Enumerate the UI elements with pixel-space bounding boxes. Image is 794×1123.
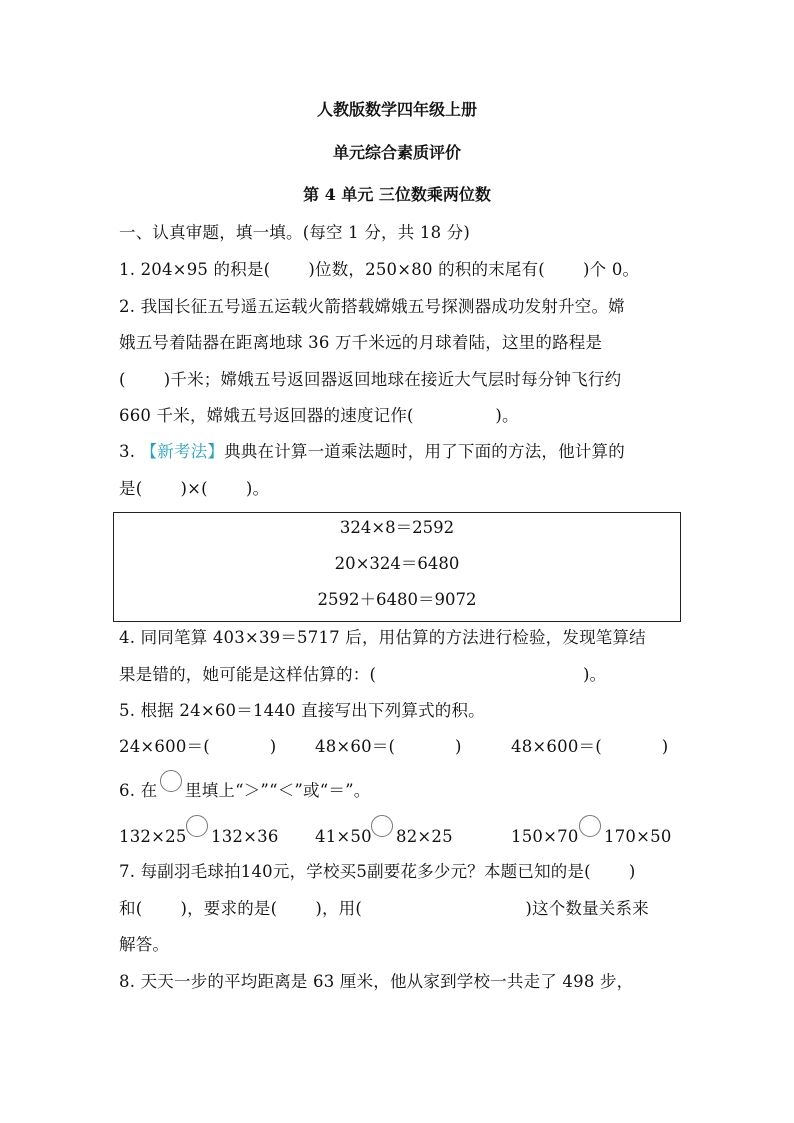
question-7-line-3: 解答。 <box>119 935 170 954</box>
q6-item-1-right: 132×36 <box>211 827 279 846</box>
question-1: 1. 204×95 的积是( )位数，250×80 的积的末尾有( )个 0。 <box>119 260 640 279</box>
q6-item-3-right: 170×50 <box>604 827 672 846</box>
book-title: 人教版数学四年级上册 <box>316 100 477 119</box>
question-2-line-1: 2. 我国长征五号遥五运载火箭搭载嫦娥五号探测器成功发射升空。嫦 <box>119 297 625 316</box>
question-3-text: 典典在计算一道乘法题时，用了下面的方法，他计算的 <box>224 442 625 461</box>
question-2-line-2: 娥五号着陆器在距离地球 36 万千米远的月球着陆，这里的路程是 <box>119 333 603 352</box>
question-7-line-1: 7. 每副羽毛球拍140元，学校买5副要花多少元？本题已知的是( ) <box>119 862 636 881</box>
answer-circle-3[interactable] <box>579 815 601 837</box>
calc-step-1: 324×8＝2592 <box>339 518 455 537</box>
q6-item-1-left: 132×25 <box>119 827 187 846</box>
question-8-line-1: 8. 天天一步的平均距离是 63 厘米，他从家到学校一共走了 498 步， <box>119 972 634 991</box>
question-2-line-3: ( )千米；嫦娥五号返回器返回地球在接近大气层时每分钟飞行约 <box>119 370 622 389</box>
calc-step-3: 2592＋6480＝9072 <box>317 590 477 609</box>
answer-circle-1[interactable] <box>186 815 208 837</box>
question-6-text: 里填上“＞”“＜”或“＝”。 <box>185 781 371 800</box>
new-method-tag: 【新考法】 <box>140 442 225 461</box>
unit-title: 第 4 单元 三位数乘两位数 <box>303 185 491 204</box>
q5-item-1: 24×600＝( ) <box>119 737 277 756</box>
q6-item-3-left: 150×70 <box>511 827 579 846</box>
q6-item-2-right: 82×25 <box>396 827 453 846</box>
q5-item-2: 48×60＝( ) <box>315 737 462 756</box>
question-5: 5. 根据 24×60＝1440 直接写出下列算式的积。 <box>119 701 485 720</box>
calc-step-2: 20×324＝6480 <box>334 554 460 573</box>
question-7-line-2: 和( )，要求的是( )，用( )这个数量关系来 <box>119 899 649 918</box>
question-4-line-2: 果是错的，她可能是这样估算的：( )。 <box>119 665 607 684</box>
calculation-box <box>113 512 681 622</box>
compare-circle-icon <box>160 770 182 792</box>
question-4-line-1: 4. 同同笔算 403×39＝5717 后，用估算的方法进行检验，发现笔算结 <box>119 628 646 647</box>
question-3-number: 3. <box>119 442 141 461</box>
answer-circle-2[interactable] <box>371 815 393 837</box>
question-2-line-4: 660 千米，嫦娥五号返回器的速度记作( )。 <box>119 406 519 425</box>
section-heading: 一、认真审题，填一填。(每空 1 分，共 18 分) <box>119 223 471 242</box>
q5-item-3: 48×600＝( ) <box>511 737 669 756</box>
q6-item-2-left: 41×50 <box>315 827 372 846</box>
question-3-line-1 <box>119 441 625 463</box>
question-3-line-2: 是( )×( )。 <box>119 479 270 498</box>
assessment-title: 单元综合素质评价 <box>332 143 461 162</box>
question-6-prefix: 6. 在 <box>119 781 158 800</box>
